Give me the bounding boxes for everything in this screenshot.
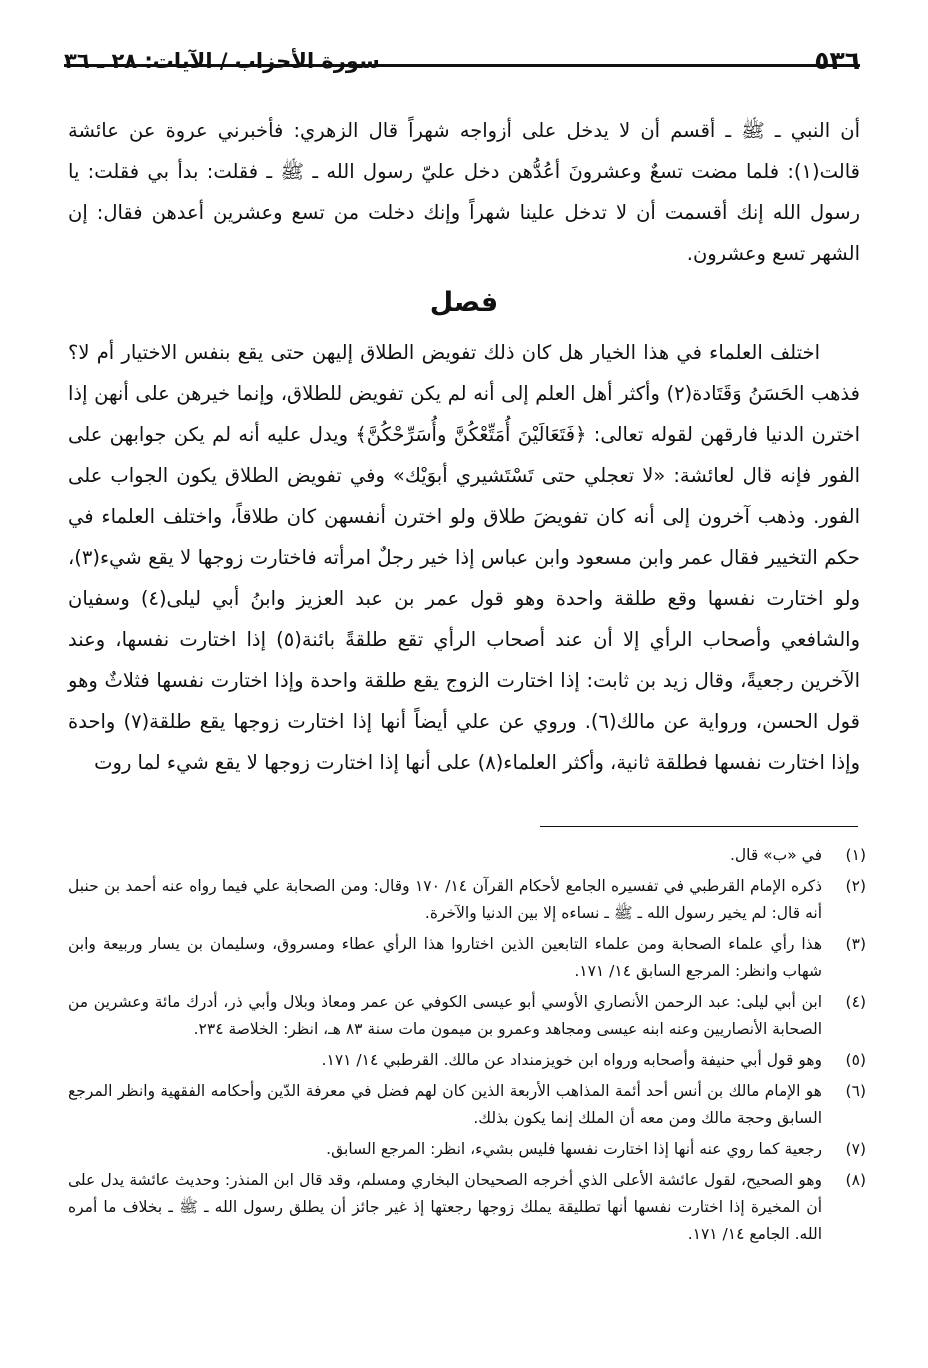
footnote-separator xyxy=(540,826,858,827)
footnote-text: هذا رأي علماء الصحابة ومن علماء التابعين الذين اختاروا هذا الرأي عطاء ومسروق، وسليمان بن يسار وربيعة وابن شهاب وانظر: المرجع السابق ١٤/ ١٧١. xyxy=(68,935,822,980)
footnote-number: (٥) xyxy=(845,1051,866,1069)
footnote xyxy=(68,1078,866,1132)
footnote-number: (٨) xyxy=(845,1171,866,1189)
footnote xyxy=(68,931,866,985)
footnote-number: (٧) xyxy=(845,1140,866,1158)
header-rule xyxy=(64,64,860,67)
running-title: سورة الأحزاب / الآيات: ٢٨ ـ ٣٦ xyxy=(64,44,388,78)
footnote-number: (٢) xyxy=(845,877,866,895)
footnote-number: (١) xyxy=(845,846,866,864)
footnote xyxy=(68,1047,866,1074)
page-number: ٥٣٦ xyxy=(806,44,860,78)
paragraph-2: اختلف العلماء في هذا الخيار هل كان ذلك تفويض الطلاق إليهن حتى يقع بنفس الاختيار أم لا؟ فذهب الحَسَنُ وَقَتَادة(٢) وأكثر أهل العلم إلى أنه لم يكن تفويض للطلاق، وإنما خيرهن على أنهن إذا اخترن الدنيا فارقهن لقوله تعالى: ﴿فَتَعَالَيْنَ أُمَتِّعْكُنَّ وأُسَرِّحْكُنَّ﴾ ويدل عليه أنه لم يكن جوابهن على الفور فإنه قال لعائشة: «لا تعجلي حتى تَسْتَشيري أبوَيْك» وفي تفويض الطلاق يكون الجواب على الفور. وذهب آخرون إلى أنه كان تفويضَ طلاق ولو اخترن أنفسهن كان طلاقاً، واختلف العلماء في حكم التخيير فقال عمر وابن مسعود وابن عباس إذا خير رجلٌ امرأته فاختارت زوجها لا يقع شيء(٣)، ولو اختارت نفسها وقع طلقة واحدة وهو قول عمر بن عبد العزيز وابنُ أبي ليلى(٤) وسفيان والشافعي وأصحاب الرأي إلا أن عند أصحاب الرأي تقع طلقةً بائنة(٥) إذا اختارت نفسها، وعند الآخرين رجعيةً، وقال زيد بن ثابت: إذا اختارت الزوج يقع طلقة واحدة وإذا اختارت نفسها فثلاثٌ وهو قول الحسن، ورواية عن مالك(٦). وروي عن علي أيضاً أنها إذا اختارت زوجها يقع طلقة(٧) واحدة وإذا اختارت نفسها فطلقة ثانية، وأكثر العلماء(٨) على أنها إذا اختارت زوجها لا يقع شيء لما روت xyxy=(68,341,861,774)
footnote-text: ذكره الإمام القرطبي في تفسيره الجامع لأحكام القرآن ١٤/ ١٧٠ وقال: ومن الصحابة علي فيما رواه عنه أحمد بن حنبل أنه قال: لم يخير رسول الله ـ ﷺ ـ نساءه إلا بين الدنيا والآخرة. xyxy=(68,877,822,922)
footnote xyxy=(68,1167,866,1248)
footnote-text: هو الإمام مالك بن أنس أحد أئمة المذاهب الأربعة الذين كان لهم فضل في معرفة الدّين وأحكامه الفقهية وانظر المرجع السابق وحجة مالك ومن معه أن الملك إنما يكون بذلك. xyxy=(68,1082,822,1127)
footnote xyxy=(68,1136,866,1163)
paragraph-1: أن النبي ـ ﷺ ـ أقسم أن لا يدخل على أزواجه شهراً قال الزهري: فأخبرني عروة عن عائشة قالت(١): فلما مضت تسعٌ وعشرونَ أعُدُّهن دخل عليّ رسول الله ـ ﷺ ـ فقلت: بدأ بي فقلت: يا رسول الله إنك أقسمت أن لا تدخل علينا شهراً وإنك دخلت من تسع وعشرين أعدهن فقال: إن الشهر تسع وعشرون. xyxy=(68,119,860,265)
footnote xyxy=(68,842,866,869)
footnote xyxy=(68,873,866,927)
section-heading: فصل xyxy=(429,287,499,318)
page-header xyxy=(64,44,860,78)
footnotes xyxy=(68,842,866,1252)
footnote-text: وهو قول أبي حنيفة وأصحابه ورواه ابن خويزمنداد عن مالك. القرطبي ١٤/ ١٧١. xyxy=(321,1051,822,1069)
footnote-text: وهو الصحيح، لقول عائشة الأعلى الذي أخرجه الصحيحان البخاري ومسلم، وقد قال ابن المنذر: وحديث عائشة يدل على أن المخيرة إذا اختارت نفسها أنها تطليقة يملك زوجها رجعتها إذ غير جائز أن يطلق رسول الله ـ ﷺ ـ بخلاف ما أمره الله. الجامع ١٤/ ١٧١. xyxy=(68,1171,822,1243)
footnote-text: رجعية كما روي عنه أنها إذا اختارت نفسها فليس بشيء، انظر: المرجع السابق. xyxy=(326,1140,822,1158)
footnote-text: في «ب» قال. xyxy=(729,846,822,864)
footnote xyxy=(68,989,866,1043)
footnote-number: (٤) xyxy=(845,993,866,1011)
footnote-text: ابن أبي ليلى: عبد الرحمن الأنصاري الأوسي أبو عيسى الكوفي عن عمر ومعاذ وبلال وأبي ذر، أدرك مائة وعشرين من الصحابة الأنصاريين وعنه ابنه عيسى ومجاهد وعمرو بن ميمون مات سنة ٨٣ هـ، انظر: الخلاصة ٢٣٤. xyxy=(68,993,822,1038)
footnote-number: (٣) xyxy=(845,935,866,953)
footnote-number: (٦) xyxy=(845,1082,866,1100)
main-text xyxy=(68,110,860,783)
